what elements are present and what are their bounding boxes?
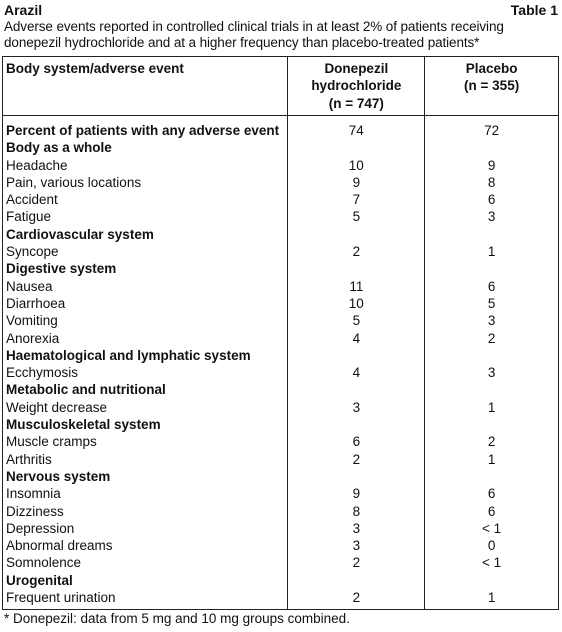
event-label: Dizziness — [6, 503, 64, 519]
table-row — [3, 208, 559, 225]
placebo-value: 2 — [425, 330, 559, 347]
donepezil-value: 4 — [288, 364, 425, 381]
column-header-donepezil — [288, 57, 425, 116]
placebo-value — [425, 572, 559, 589]
placebo-value: 6 — [425, 485, 559, 502]
placebo-value — [425, 347, 559, 364]
table-row — [3, 191, 559, 208]
placebo-value — [425, 416, 559, 433]
event-label: Insomnia — [6, 486, 61, 502]
category-row — [3, 139, 559, 156]
table-row — [3, 278, 559, 295]
column-header-row — [3, 57, 559, 116]
placebo-value: 3 — [425, 208, 559, 225]
column-header-donepezil-n: (n = 747) — [328, 95, 384, 111]
column-header-placebo-n: (n = 355) — [464, 78, 520, 94]
placebo-value: 6 — [425, 278, 559, 295]
placebo-value: 9 — [425, 157, 559, 174]
event-label: Somnolence — [6, 555, 82, 571]
event-label: Muscle cramps — [6, 434, 97, 450]
placebo-value: 1 — [425, 399, 559, 416]
donepezil-value: 9 — [288, 485, 425, 502]
donepezil-value — [288, 139, 425, 156]
placebo-value: 3 — [425, 364, 559, 381]
donepezil-value: 10 — [288, 295, 425, 312]
placebo-value: 6 — [425, 503, 559, 520]
column-header-donepezil-line2: hydrochloride — [311, 78, 402, 94]
donepezil-value — [288, 468, 425, 485]
category-row — [3, 468, 559, 485]
event-label: Digestive system — [6, 261, 117, 277]
event-label: Anorexia — [6, 330, 60, 346]
column-header-placebo-line1: Placebo — [465, 61, 518, 76]
event-label: Accident — [6, 192, 58, 208]
table-row — [3, 364, 559, 381]
category-row — [3, 260, 559, 277]
placebo-value: 3 — [425, 312, 559, 329]
donepezil-value: 5 — [288, 208, 425, 225]
donepezil-value: 3 — [288, 520, 425, 537]
donepezil-value — [288, 226, 425, 243]
donepezil-value: 2 — [288, 554, 425, 571]
table-row — [3, 295, 559, 312]
table-row — [3, 485, 559, 502]
table-header-row — [4, 2, 558, 19]
category-row — [3, 116, 559, 140]
donepezil-value: 2 — [288, 589, 425, 610]
table-row — [3, 157, 559, 174]
placebo-value: 1 — [425, 589, 559, 610]
placebo-value: 8 — [425, 174, 559, 191]
placebo-value: 5 — [425, 295, 559, 312]
event-label: Fatigue — [6, 209, 52, 225]
event-label: Body as a whole — [6, 140, 112, 156]
event-label: Percent of patients with any adverse event — [6, 123, 280, 138]
donepezil-value: 74 — [288, 116, 425, 140]
table-number: Table 1 — [510, 2, 558, 18]
placebo-value — [425, 468, 559, 485]
donepezil-value: 4 — [288, 330, 425, 347]
donepezil-value: 3 — [288, 399, 425, 416]
placebo-value — [425, 381, 559, 398]
event-label: Depression — [6, 520, 75, 536]
event-label: Abnormal dreams — [6, 538, 113, 554]
placebo-value: 1 — [425, 243, 559, 260]
table-row — [3, 520, 559, 537]
table-row — [3, 330, 559, 347]
event-label: Pain, various locations — [6, 174, 142, 190]
table-footnote: * Donepezil: data from 5 mg and 10 mg groups combined. — [4, 611, 350, 626]
placebo-value: 0 — [425, 537, 559, 554]
event-label: Haematological and lymphatic system — [6, 347, 251, 363]
donepezil-value: 6 — [288, 433, 425, 450]
table-row — [3, 312, 559, 329]
event-label: Musculoskeletal system — [6, 417, 161, 433]
donepezil-value: 2 — [288, 243, 425, 260]
table-caption: Adverse events reported in controlled clinical trials in at least 2% of patients receiving donepezil hydrochloride and at a higher frequency than placebo-treated patients* — [4, 19, 504, 50]
donepezil-value — [288, 260, 425, 277]
table-row — [3, 503, 559, 520]
table-row — [3, 537, 559, 554]
event-label: Urogenital — [6, 572, 73, 588]
table-row — [3, 243, 559, 260]
event-label: Diarrhoea — [6, 295, 66, 311]
event-label: Metabolic and nutritional — [6, 382, 166, 398]
placebo-value — [425, 260, 559, 277]
table-body — [3, 116, 559, 610]
event-label: Nausea — [6, 278, 53, 294]
table-row — [3, 589, 559, 610]
placebo-value: 2 — [425, 433, 559, 450]
table-row — [3, 399, 559, 416]
drug-name: Arazil — [4, 2, 43, 18]
donepezil-value: 8 — [288, 503, 425, 520]
donepezil-value: 10 — [288, 157, 425, 174]
donepezil-value — [288, 347, 425, 364]
category-row — [3, 381, 559, 398]
donepezil-value: 7 — [288, 191, 425, 208]
donepezil-value — [288, 381, 425, 398]
donepezil-value: 11 — [288, 278, 425, 295]
donepezil-value: 9 — [288, 174, 425, 191]
table-row — [3, 451, 559, 468]
event-label: Frequent urination — [6, 590, 116, 606]
event-label: Weight decrease — [6, 399, 108, 415]
donepezil-value — [288, 572, 425, 589]
table-row — [3, 554, 559, 571]
table-row — [3, 433, 559, 450]
event-label: Ecchymosis — [6, 365, 79, 381]
category-row — [3, 416, 559, 433]
category-row — [3, 572, 559, 589]
event-label: Nervous system — [6, 468, 111, 484]
event-label: Arthritis — [6, 451, 52, 467]
placebo-value — [425, 139, 559, 156]
table-row — [3, 174, 559, 191]
column-header-placebo — [425, 57, 559, 116]
event-label: Vomiting — [6, 313, 58, 329]
adverse-events-table — [2, 56, 559, 610]
event-label: Syncope — [6, 244, 59, 260]
placebo-value — [425, 226, 559, 243]
placebo-value: < 1 — [425, 554, 559, 571]
donepezil-value: 2 — [288, 451, 425, 468]
category-row — [3, 347, 559, 364]
placebo-value: 1 — [425, 451, 559, 468]
column-header-donepezil-line1: Donepezil — [324, 61, 389, 76]
event-label: Headache — [6, 157, 68, 173]
donepezil-value: 5 — [288, 312, 425, 329]
event-label: Cardiovascular system — [6, 226, 154, 242]
donepezil-value — [288, 416, 425, 433]
placebo-value: 6 — [425, 191, 559, 208]
placebo-value: < 1 — [425, 520, 559, 537]
category-row — [3, 226, 559, 243]
donepezil-value: 3 — [288, 537, 425, 554]
placebo-value: 72 — [425, 116, 559, 140]
column-header-body-system: Body system/adverse event — [3, 57, 288, 116]
